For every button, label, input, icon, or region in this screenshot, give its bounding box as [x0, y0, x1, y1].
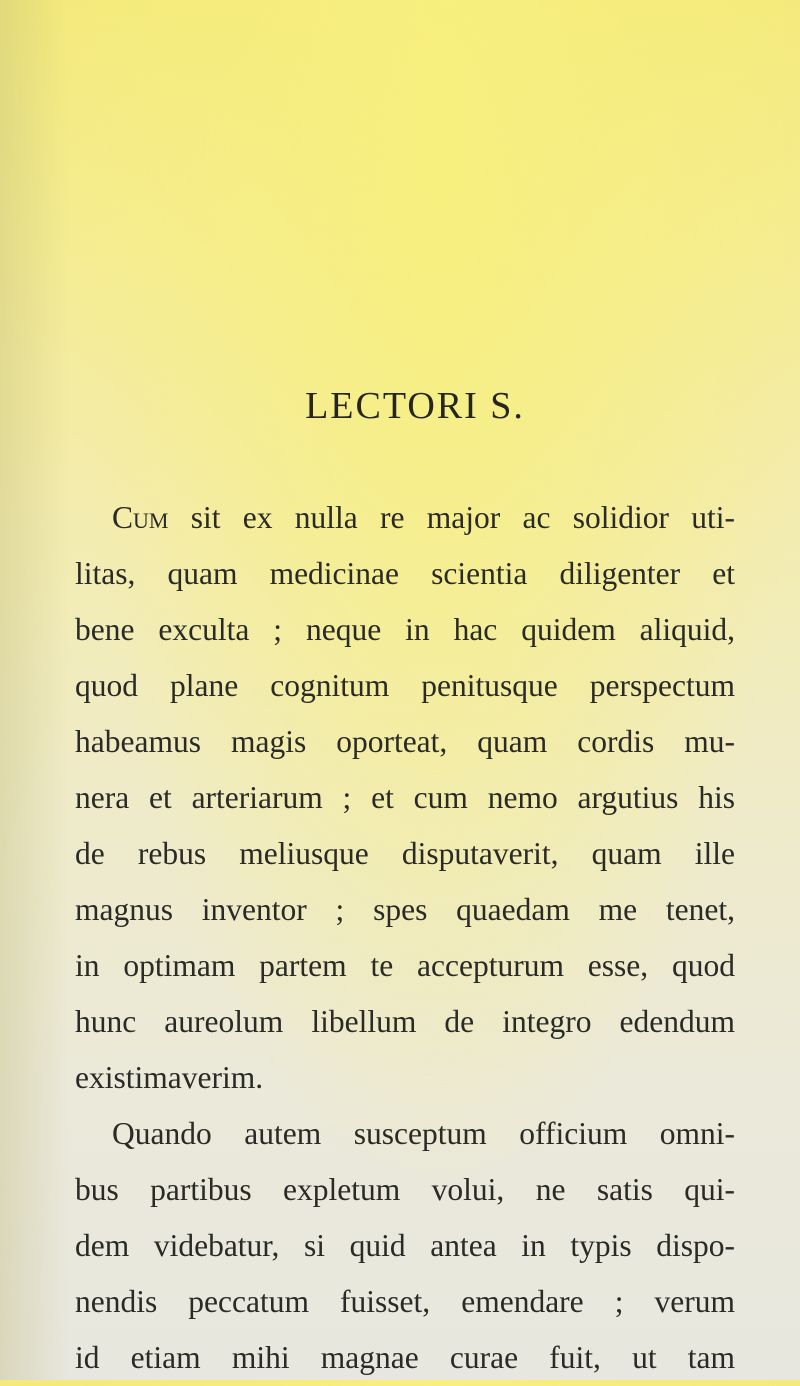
text-line-content: sit ex nulla re major ac solidior uti- [168, 500, 735, 535]
text-line: de rebus meliusque disputaverit, quam ille [75, 836, 735, 871]
text-line: nendis peccatum fuisset, emendare ; verum [75, 1284, 735, 1319]
text-line: habeamus magis oporteat, quam cordis mu- [75, 724, 735, 759]
text-line: id etiam mihi magnae curae fuit, ut tam [75, 1340, 735, 1375]
text-line: magnus inventor ; spes quaedam me tenet, [75, 892, 735, 927]
text-line: litas, quam medicinae scientia diligenter et [75, 556, 735, 591]
text-line: Quando autem susceptum officium omni- [112, 1116, 735, 1151]
text-line: bus partibus expletum volui, ne satis qui- [75, 1172, 735, 1207]
text-line [75, 490, 735, 546]
page-heading: LECTORI S. [305, 385, 525, 427]
text-line: quod plane cognitum penitusque perspectum [75, 668, 735, 703]
text-line: existimaverim. [75, 1060, 264, 1095]
text-line: dem videbatur, si quid antea in typis dispo- [75, 1228, 735, 1263]
text-line: nera et arteriarum ; et cum nemo argutius his [75, 780, 735, 815]
drop-word: Cum [112, 500, 169, 535]
body-text [75, 490, 735, 1386]
text-line: hunc aureolum libellum de integro edendum [75, 1004, 735, 1039]
text-line: in optimam partem te accepturum esse, quod [75, 948, 735, 983]
text-line: bene exculta ; neque in hac quidem aliquid, [75, 612, 735, 647]
